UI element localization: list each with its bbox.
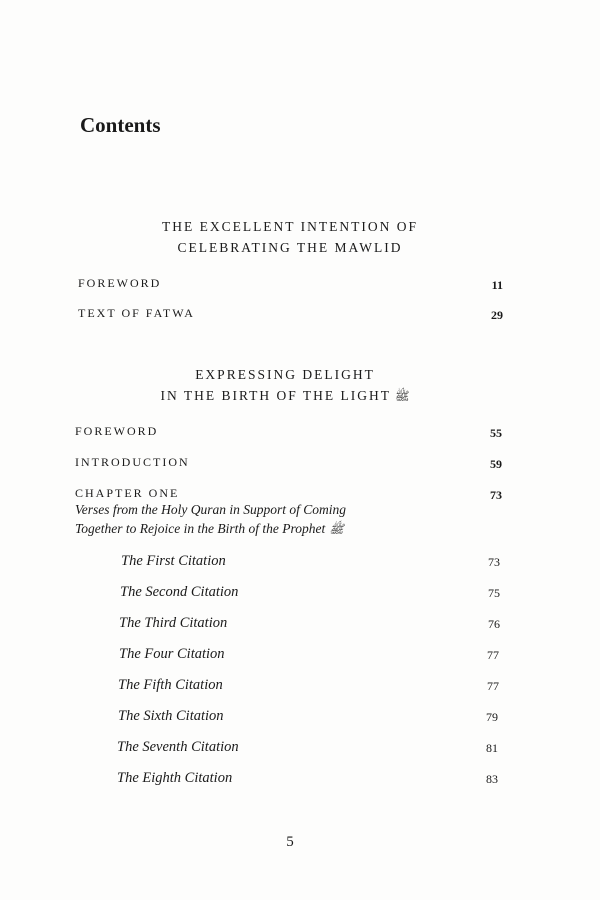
honorific-glyph: ﷺ xyxy=(395,389,410,403)
citation-label: The Eighth Citation xyxy=(117,770,233,786)
section-heading-line: THE EXCELLENT INTENTION OF xyxy=(161,219,419,234)
citation-page: 76 xyxy=(488,617,500,631)
toc-entry-label: INTRODUCTION xyxy=(75,455,190,469)
citation-page: 75 xyxy=(488,586,500,600)
citation-label: The Third Citation xyxy=(119,615,228,631)
chapter-subtitle-line: Verses from the Holy Quran in Support of Coming xyxy=(75,502,346,517)
toc-entry-label: TEXT OF FATWA xyxy=(78,306,195,320)
citation-label: The Seventh Citation xyxy=(117,739,239,755)
citation-page: 81 xyxy=(486,741,498,755)
toc-entry-label: CHAPTER ONE xyxy=(75,486,180,500)
chapter-subtitle-line xyxy=(75,521,344,539)
citation-label: The Second Citation xyxy=(120,584,239,600)
citation-label: The Four Citation xyxy=(119,646,225,662)
section-heading-text: IN THE BIRTH OF THE LIGHT xyxy=(160,388,392,403)
section-heading-line: CELEBRATING THE MAWLID xyxy=(177,240,403,255)
citation-page: 73 xyxy=(488,555,500,569)
page-number: 5 xyxy=(286,834,294,850)
toc-entry-page: 29 xyxy=(491,308,503,322)
section-heading-line xyxy=(0,388,585,406)
section-heading-line: EXPRESSING DELIGHT xyxy=(195,367,375,382)
toc-entry-page: 73 xyxy=(490,488,502,502)
page-title: Contents xyxy=(80,113,161,137)
citation-page: 79 xyxy=(486,710,498,724)
toc-entry-label: FOREWORD xyxy=(75,424,159,438)
toc-entry-page: 59 xyxy=(490,457,502,471)
citation-page: 83 xyxy=(486,772,498,786)
toc-entry-label: FOREWORD xyxy=(78,276,162,290)
toc-entry-page: 55 xyxy=(490,426,502,440)
citation-label: The Sixth Citation xyxy=(118,708,224,724)
citation-label: The Fifth Citation xyxy=(118,677,223,693)
citation-label: The First Citation xyxy=(121,553,226,569)
chapter-subtitle-text: Together to Rejoice in the Birth of the Prophet xyxy=(75,521,326,536)
citation-page: 77 xyxy=(487,679,499,693)
honorific-glyph: ﷺ xyxy=(329,522,344,536)
toc-entry-page: 11 xyxy=(491,278,503,292)
citation-page: 77 xyxy=(487,648,499,662)
